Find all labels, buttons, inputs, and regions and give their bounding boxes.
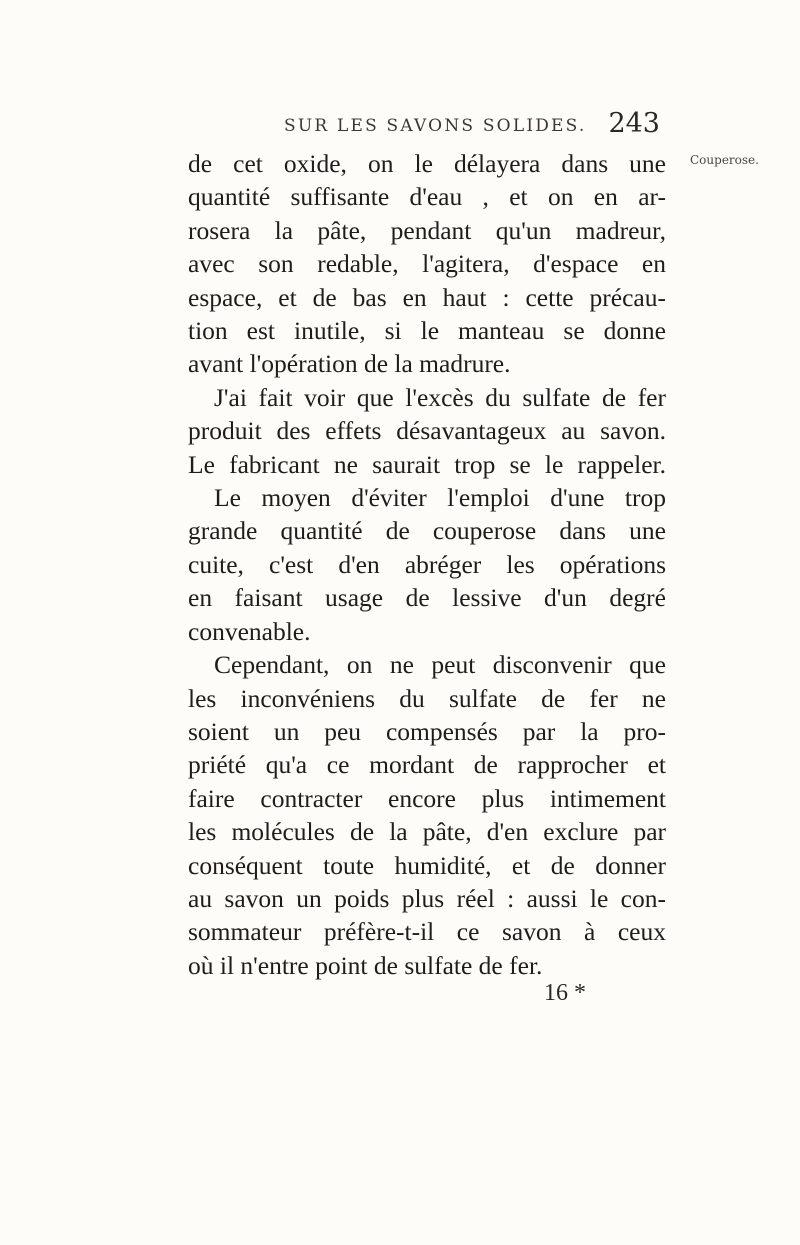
text-line: en faisant usage de lessive d'un degré — [188, 583, 666, 613]
text-line: avec son redable, l'agitera, d'espace en — [188, 249, 666, 279]
text-line: les molécules de la pâte, d'en exclure par — [188, 817, 666, 847]
text-line: Cependant, on ne peut disconvenir que — [214, 650, 666, 680]
text-line: rosera la pâte, pendant qu'un madreur, — [188, 215, 666, 245]
text-line: les inconvéniens du sulfate de fer ne — [188, 683, 666, 713]
text-line: Le fabricant ne saurait trop se le rappeler. — [188, 449, 666, 479]
margin-note: Couperose. — [690, 153, 759, 167]
page-number: 243 — [608, 108, 660, 139]
text-line: où il n'entre point de sulfate de fer. — [188, 950, 543, 980]
text-line: quantité suffisante d'eau , et on en ar- — [188, 182, 666, 212]
running-head — [188, 110, 666, 144]
text-line: conséquent toute humidité, et de donner — [188, 850, 666, 880]
text-line: J'ai fait voir que l'excès du sulfate de fer — [214, 382, 666, 412]
text-line: faire contracter encore plus intimement — [188, 783, 666, 813]
text-line: cuite, c'est d'en abréger les opérations — [188, 549, 666, 579]
signature-mark: 16 * — [544, 980, 586, 1006]
text-line: tion est inutile, si le manteau se donne — [188, 316, 666, 346]
text-line: grande quantité de couperose dans une — [188, 516, 666, 546]
text-line: soient un peu compensés par la pro- — [188, 716, 666, 746]
running-title: SUR LES SAVONS SOLIDES. — [284, 116, 587, 136]
text-line: convenable. — [188, 616, 311, 646]
text-line: avant l'opération de la madrure. — [188, 349, 511, 379]
text-line: Le moyen d'éviter l'emploi d'une trop — [214, 483, 666, 513]
text-line: espace, et de bas en haut : cette précau- — [188, 282, 666, 312]
text-line: sommateur préfère-t-il ce savon à ceux — [188, 917, 666, 947]
text-line: de cet oxide, on le délayera dans une — [188, 149, 666, 178]
text-line: produit des effets désavantageux au savon. — [188, 416, 666, 446]
text-line: au savon un poids plus réel : aussi le con- — [188, 883, 666, 913]
text-line: priété qu'a ce mordant de rapprocher et — [188, 750, 666, 780]
body-text — [188, 147, 666, 982]
